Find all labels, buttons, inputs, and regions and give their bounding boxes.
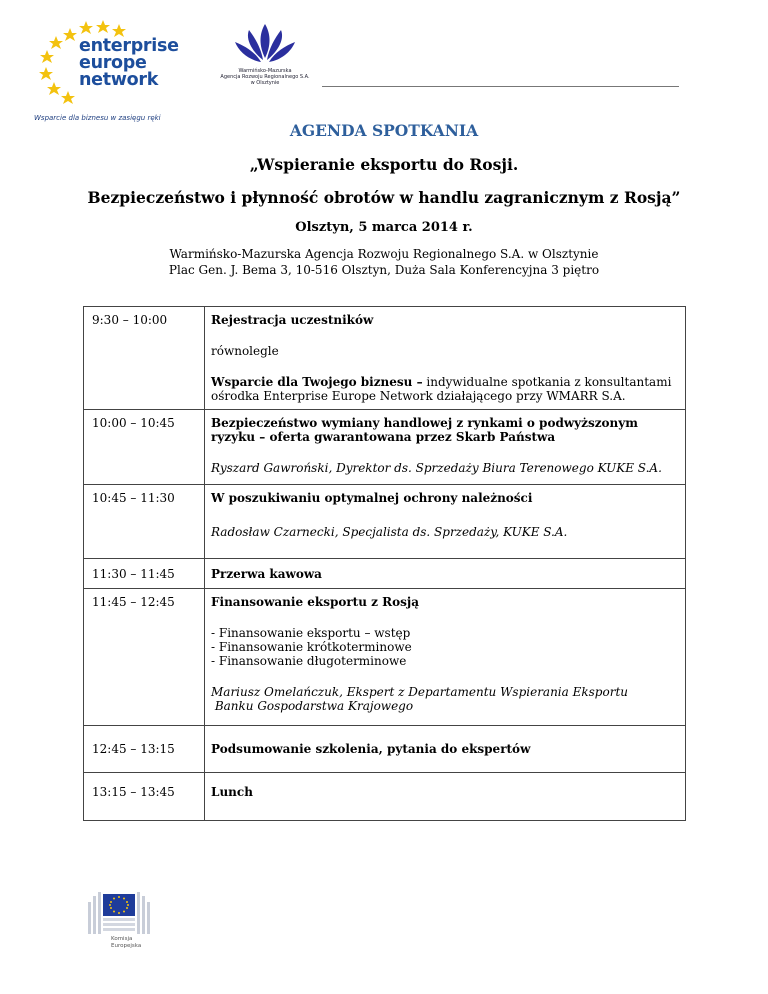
agenda-extra [211,375,677,389]
agenda-item-title: Finansowanie eksportu z Rosją [211,595,419,609]
agenda-subitem: - Finansowanie eksportu – wstęp [211,626,411,640]
agenda-time: 12:45 – 13:15 [84,726,205,773]
agenda-subitem: - Finansowanie krótkoterminowe [211,640,412,654]
agenda-content [205,559,686,589]
venue-line2: Plac Gen. J. Bema 3, 10-516 Olsztyn, Duża Sala Konferencyjna 3 piętro [168,263,600,277]
agenda-time: 10:45 – 11:30 [84,485,205,559]
agenda-item-title: Rejestracja uczestników [211,313,374,327]
agenda-item-title: Lunch [211,785,253,799]
agenda-item-title: Przerwa kawowa [211,567,322,581]
european-commission-logo [86,884,156,952]
agenda-speaker: Ryszard Gawroński, Dyrektor ds. Sprzedaży Biura Terenowego KUKE S.A. [211,461,662,475]
agenda-subitem: - Finansowanie długoterminowe [211,654,407,668]
agenda-time: 10:00 – 10:45 [84,410,205,485]
agenda-content [205,589,686,726]
agenda-item-title: Bezpieczeństwo wymiany handlowej z rynkami o podwyższonym [211,416,638,430]
agenda-item-title: W poszukiwaniu optymalnej ochrony należności [211,491,533,505]
enterprise-europe-network-logo [32,18,179,122]
wmarr-logo [210,22,310,96]
meeting-title-line2: Bezpieczeństwo i płynność obrotów w handlu zagranicznym z Rosją” [87,188,681,207]
agenda-content [205,410,686,485]
agenda-heading: AGENDA SPOTKANIA [289,121,479,140]
wmarr-name: Warmińsko-Mazurska Agencja Rozwoju Regionalnego S.A. w Olsztynie [220,68,310,86]
een-tagline: Wsparcie dla biznesu w zasięgu ręki [34,114,161,122]
agenda-item-title-cont: ryzyku – oferta gwarantowana przez Skarb Państwa [211,430,556,444]
agenda-time: 11:30 – 11:45 [84,559,205,589]
agenda-content [205,485,686,559]
meeting-date: Olsztyn, 5 marca 2014 r. [295,220,473,235]
agenda-speaker: Mariusz Omelańczuk, Ekspert z Departamentu Wspierania Eksportu [211,685,628,699]
een-wordmark: enterprise europe network [79,36,179,90]
agenda-row [84,410,686,485]
agenda-row [84,589,686,726]
agenda-speaker-cont: Banku Gospodarstwa Krajowego [211,699,414,713]
agenda-content [205,307,686,410]
agenda-time: 9:30 – 10:00 [84,307,205,410]
agenda-row [84,773,686,821]
agenda-time: 11:45 – 12:45 [84,589,205,726]
agenda-row [84,307,686,410]
venue-line1: Warmińsko-Mazurska Agencja Rozwoju Regionalnego S.A. w Olsztynie [169,247,599,261]
agenda-time: 13:15 – 13:45 [84,773,205,821]
eu-caption: Komisja Europejska [111,936,142,949]
agenda-speaker: Radosław Czarnecki, Specjalista ds. Sprzedaży, KUKE S.A. [211,525,568,539]
agenda-content [205,726,686,773]
agenda-row [84,559,686,589]
agenda-table [83,306,686,821]
wmarr-flower-icon [215,22,315,68]
agenda-content [205,773,686,821]
agenda-row [84,726,686,773]
agenda-extra-rest: indywidualne spotkania z konsultantami [422,375,672,389]
agenda-extra-bold: Wsparcie dla Twojego biznesu – [211,375,423,389]
agenda-extra-line2: ośrodka Enterprise Europe Network działającego przy WMARR S.A. [211,389,626,403]
agenda-item-title: Podsumowanie szkolenia, pytania do ekspertów [211,742,531,756]
meeting-title-line1: „Wspieranie eksportu do Rosji. [249,155,519,174]
header-divider [322,86,679,87]
agenda-note: równolegle [211,344,279,358]
agenda-row [84,485,686,559]
